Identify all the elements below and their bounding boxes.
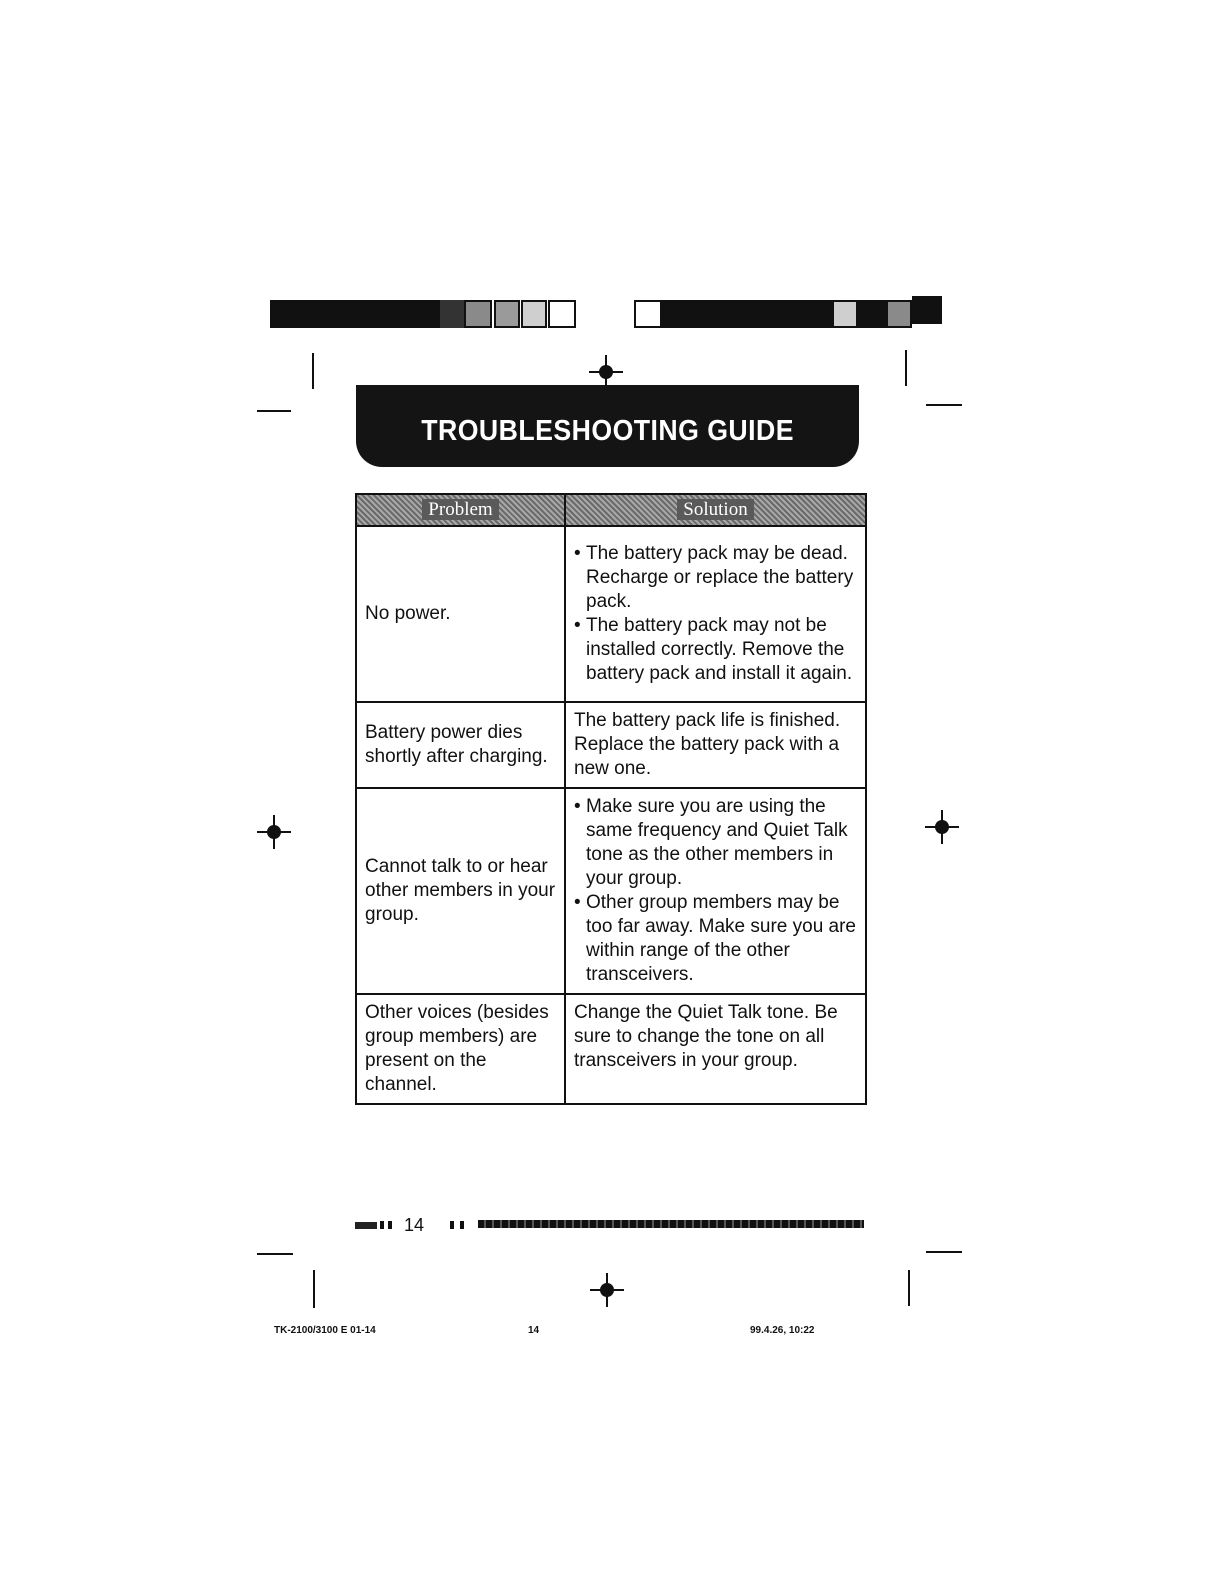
crop-mark-bottom-left-vertical: [313, 1270, 315, 1308]
solution-header: Solution: [565, 494, 866, 526]
table-row: [356, 994, 866, 1104]
solution-cell: Change the Quiet Talk tone. Be sure to change the tone on all transceivers in your group.: [565, 994, 866, 1104]
table-header-row: [356, 494, 866, 526]
problem-header: Problem: [356, 494, 565, 526]
crop-mark-bottom-right-horizontal: [926, 1251, 962, 1253]
solution-cell: [565, 788, 866, 994]
solution-cell: [565, 526, 866, 702]
footer-timestamp: 99.4.26, 10:22: [750, 1325, 815, 1336]
problem-cell: No power.: [356, 526, 565, 702]
footer-page: 14: [528, 1325, 540, 1336]
registration-crosshair-icon: [590, 1273, 624, 1307]
solution-bullet: • The battery pack may not be installed correctly. Remove the battery pack and install it again.: [574, 614, 857, 686]
registration-crosshair-icon: [925, 810, 959, 844]
table-row: [356, 526, 866, 702]
crop-mark-top-left-horizontal: [257, 410, 291, 412]
problem-cell: Other voices (besides group members) are present on the channel.: [356, 994, 565, 1104]
crop-mark-top-right-vertical: [905, 350, 907, 386]
crop-mark-bottom-right-vertical: [908, 1270, 910, 1306]
solution-bullet: • Other group members may be too far away. Make sure you are within range of the other transceivers.: [574, 891, 857, 987]
crop-mark-top-left-vertical: [312, 353, 314, 389]
troubleshooting-table: [355, 493, 867, 1105]
table-row: [356, 788, 866, 994]
problem-cell: Battery power dies shortly after charging.: [356, 702, 565, 788]
crop-mark-bottom-left-horizontal: [257, 1253, 293, 1255]
title-banner: [356, 385, 859, 467]
registration-crosshair-icon: [589, 355, 623, 389]
problem-cell: Cannot talk to or hear other members in your group.: [356, 788, 565, 994]
solution-cell: The battery pack life is finished. Replace the battery pack with a new one.: [565, 702, 866, 788]
solution-bullet: • Make sure you are using the same frequency and Quiet Talk tone as the other members in your group.: [574, 795, 857, 891]
page-number: 14: [404, 1215, 425, 1235]
crop-mark-top-right-horizontal: [926, 404, 962, 406]
page-title: TROUBLESHOOTING GUIDE: [421, 414, 794, 447]
table-row: [356, 702, 866, 788]
solution-bullet: • The battery pack may be dead. Recharge or replace the battery pack.: [574, 542, 857, 614]
registration-crosshair-icon: [257, 815, 291, 849]
footer-doc-id: TK-2100/3100 E 01-14: [274, 1325, 376, 1336]
